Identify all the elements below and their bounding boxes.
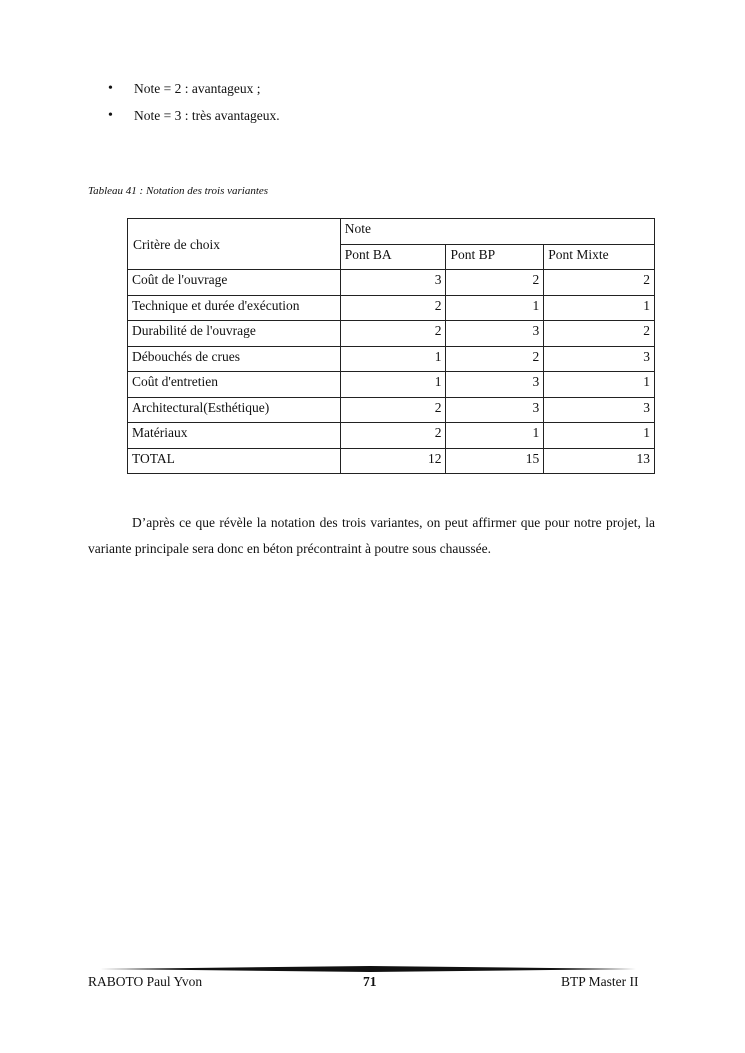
footer-rule bbox=[100, 966, 640, 972]
score-cell: 3 bbox=[340, 270, 446, 296]
table-row bbox=[128, 321, 655, 347]
criterion-label: Débouchés de crues bbox=[128, 346, 341, 372]
score-cell: 1 bbox=[340, 346, 446, 372]
score-cell: 3 bbox=[446, 397, 544, 423]
score-cell: 3 bbox=[446, 321, 544, 347]
score-cell: 1 bbox=[446, 423, 544, 449]
score-cell: 1 bbox=[340, 372, 446, 398]
score-cell: 2 bbox=[340, 321, 446, 347]
total-cell: 12 bbox=[340, 448, 446, 474]
score-cell: 3 bbox=[446, 372, 544, 398]
table-row bbox=[128, 346, 655, 372]
table-row bbox=[128, 270, 655, 296]
score-cell: 3 bbox=[544, 397, 655, 423]
score-cell: 1 bbox=[544, 372, 655, 398]
table-header-row bbox=[128, 219, 655, 245]
table-row bbox=[128, 295, 655, 321]
score-cell: 1 bbox=[446, 295, 544, 321]
score-cell: 2 bbox=[446, 270, 544, 296]
score-cell: 1 bbox=[544, 423, 655, 449]
total-label: TOTAL bbox=[128, 448, 341, 474]
footer-course: BTP Master II bbox=[561, 974, 639, 989]
total-cell: 15 bbox=[446, 448, 544, 474]
score-cell: 2 bbox=[340, 423, 446, 449]
variant-header-ba: Pont BA bbox=[340, 244, 446, 270]
criterion-label: Durabilité de l'ouvrage bbox=[128, 321, 341, 347]
list-item: • Note = 2 : avantageux ; bbox=[108, 80, 280, 98]
table-total-row bbox=[128, 448, 655, 474]
variants-table bbox=[127, 218, 655, 474]
score-cell: 2 bbox=[340, 295, 446, 321]
footer-author: RABOTO Paul Yvon bbox=[88, 974, 203, 989]
variant-header-bp: Pont BP bbox=[446, 244, 544, 270]
score-cell: 3 bbox=[544, 346, 655, 372]
bullet-list bbox=[108, 80, 280, 134]
total-cell: 13 bbox=[544, 448, 655, 474]
note-header: Note bbox=[340, 219, 654, 245]
criterion-label: Coût d'entretien bbox=[128, 372, 341, 398]
table-row bbox=[128, 397, 655, 423]
score-cell: 2 bbox=[544, 270, 655, 296]
table-row bbox=[128, 423, 655, 449]
list-item: • Note = 3 : très avantageux. bbox=[108, 107, 280, 125]
score-cell: 2 bbox=[446, 346, 544, 372]
table-caption: Tableau 41 : Notation des trois variantes bbox=[88, 185, 269, 197]
page-number: 71 bbox=[363, 974, 377, 989]
criterion-label: Coût de l'ouvrage bbox=[128, 270, 341, 296]
conclusion-paragraph: D’après ce que révèle la notation des trois variantes, on peut affirmer que pour notre projet, la variante principale sera donc en béton précontraint à poutre sous chaussée. bbox=[88, 515, 655, 556]
score-cell: 1 bbox=[544, 295, 655, 321]
score-cell: 2 bbox=[544, 321, 655, 347]
variant-header-mixte: Pont Mixte bbox=[544, 244, 655, 270]
score-cell: 2 bbox=[340, 397, 446, 423]
criterion-label: Matériaux bbox=[128, 423, 341, 449]
criterion-label: Technique et durée d'exécution bbox=[128, 295, 341, 321]
criterion-label: Architectural(Esthétique) bbox=[128, 397, 341, 423]
table-row bbox=[128, 372, 655, 398]
criteria-header: Critère de choix bbox=[128, 219, 341, 270]
